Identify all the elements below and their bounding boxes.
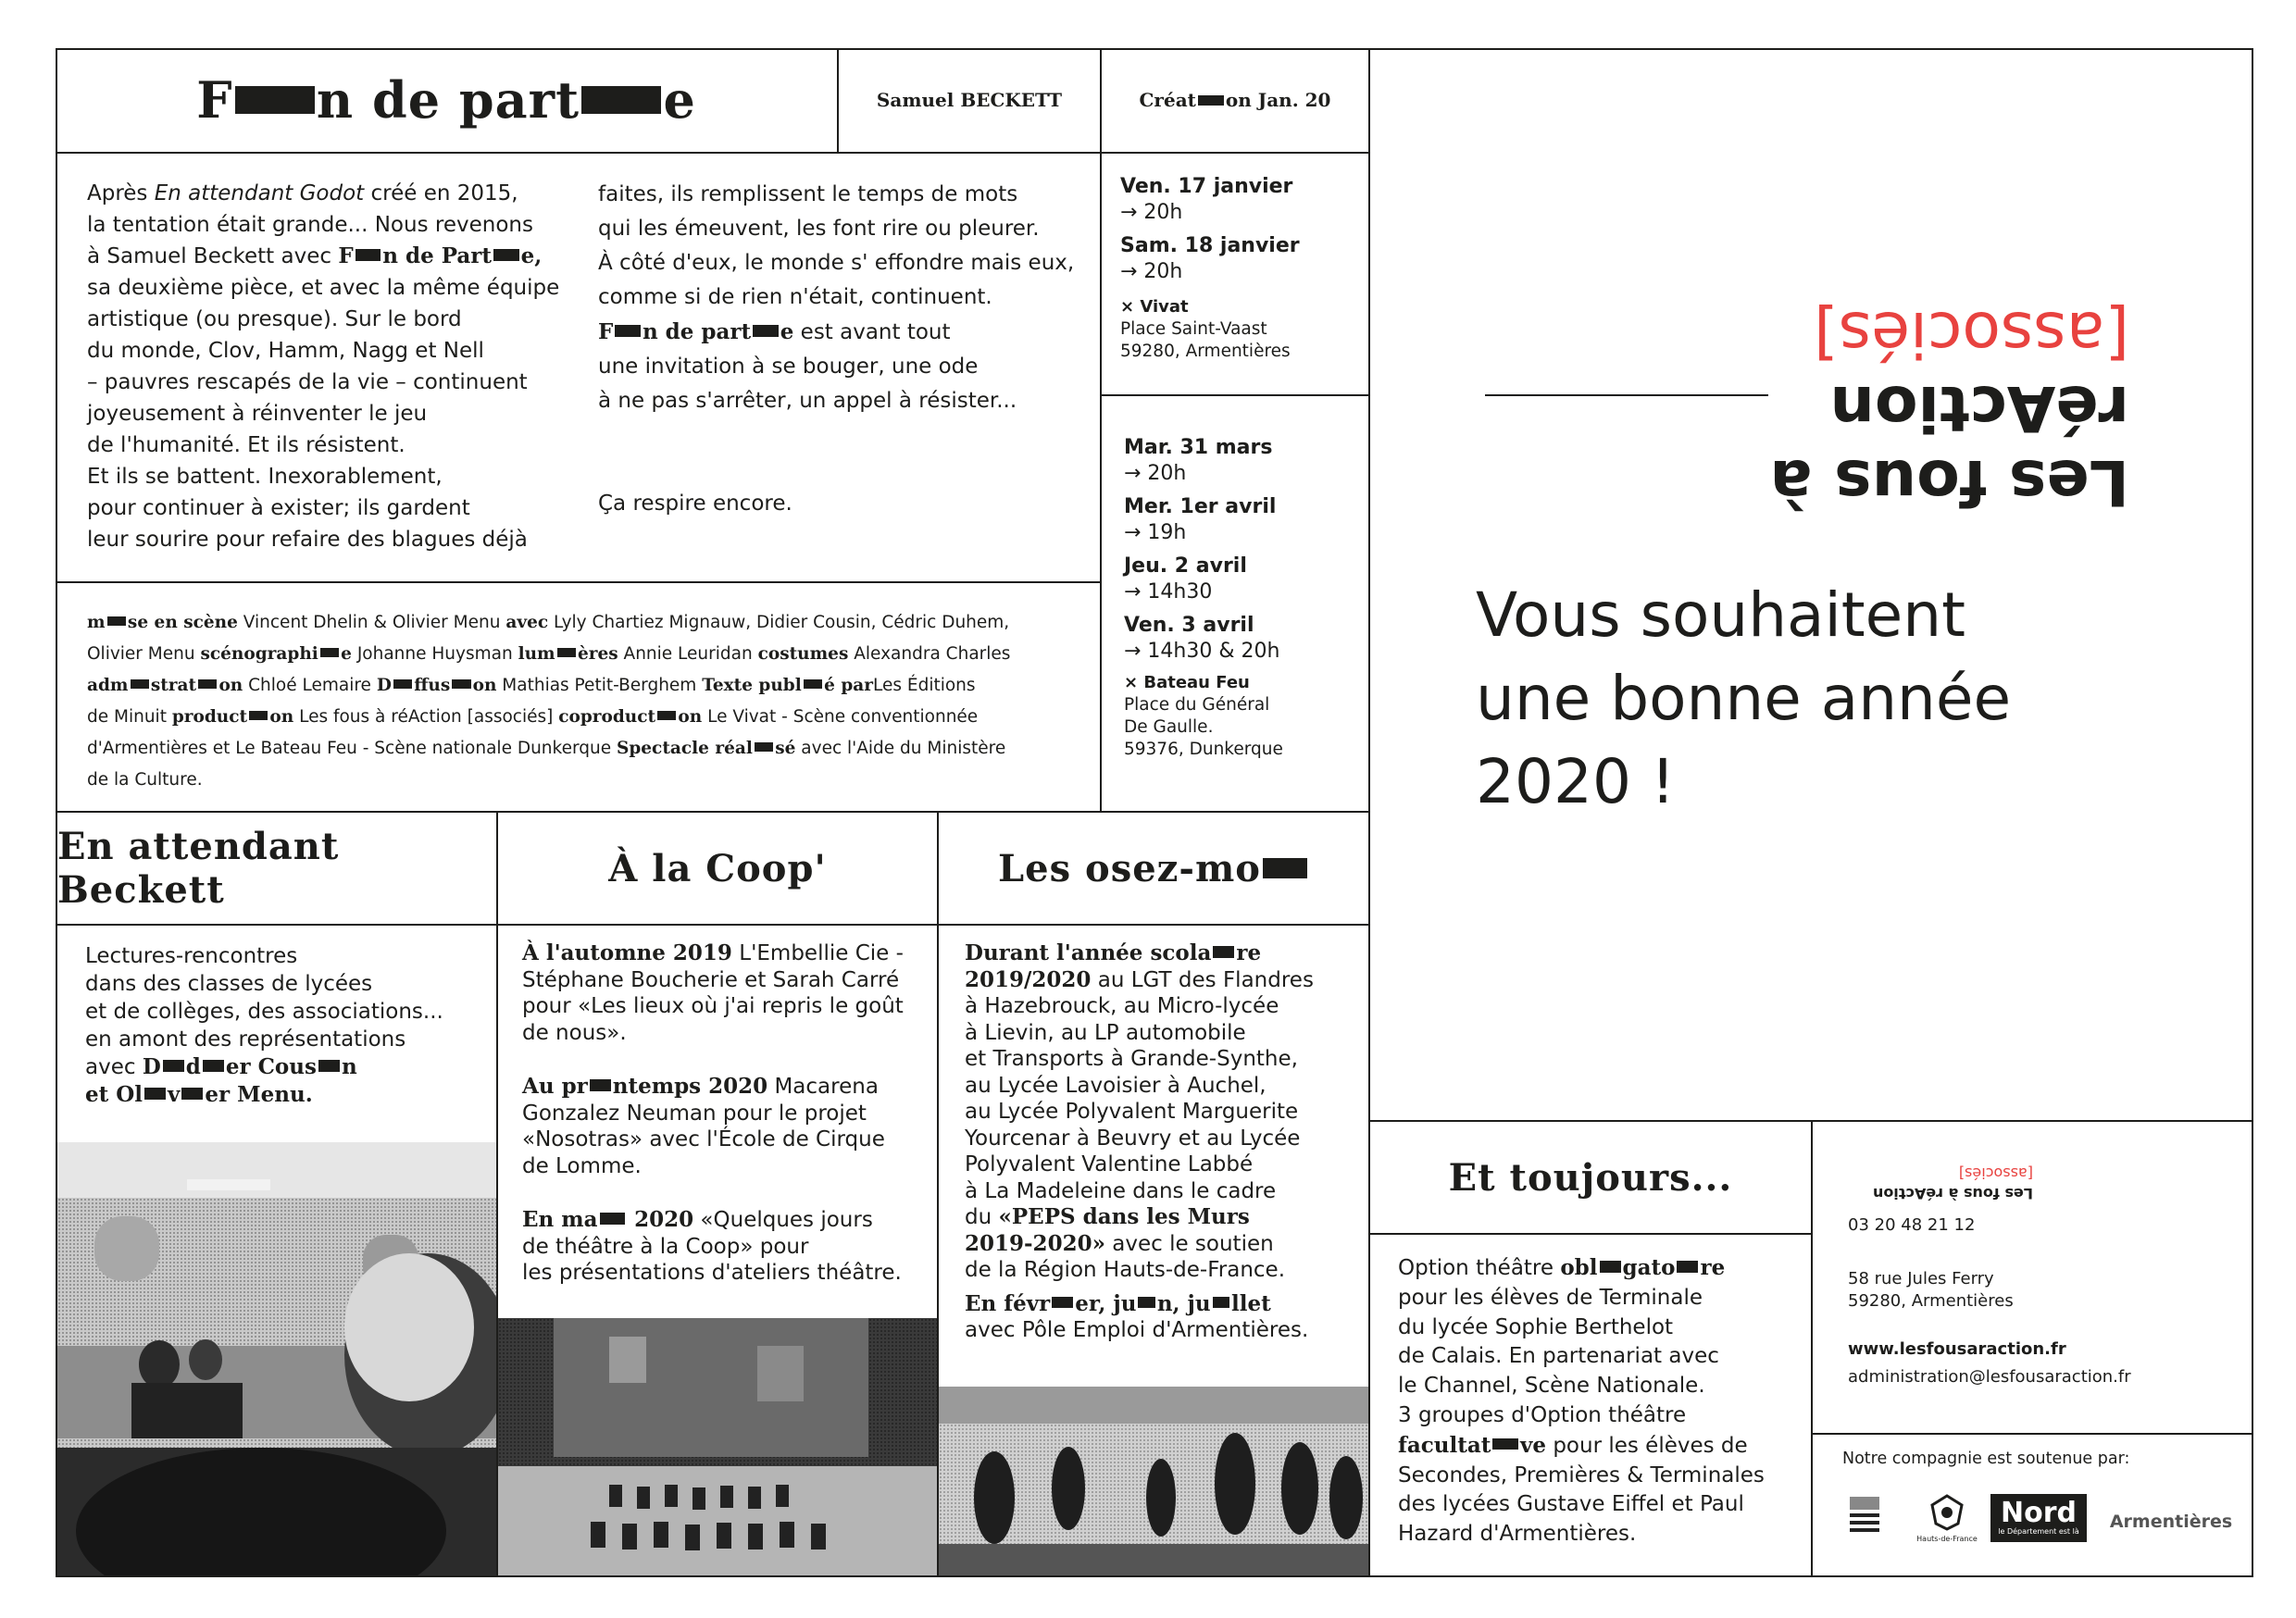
section-title-coop: À la Coop' — [608, 846, 827, 890]
contact-email-link[interactable]: administration@lesfousaraction.fr — [1848, 1367, 2131, 1387]
contact-logo-associes: [associés] — [1958, 1164, 2033, 1182]
section-beckett-text: Lectures-rencontres dans des classes de lycées et de collèges, des associations... en amont des représentations avec D d er Cous n et Ol v er Menu. — [85, 944, 443, 1107]
show-title: F n de part e — [196, 70, 696, 130]
contact-phone: 03 20 48 21 12 — [1848, 1215, 1976, 1235]
frame-right — [2252, 48, 2253, 1577]
logo-hauts-de-france: Hauts-de-France — [1915, 1485, 1979, 1550]
greeting-text: Vous souhaitent une bonne année 2020 ! — [1476, 579, 2012, 817]
logo-armentieres: Armentières — [2109, 1512, 2233, 1532]
photo-coop-room — [498, 1318, 937, 1575]
logo-prefecture — [1846, 1490, 1883, 1537]
contact-details — [1848, 1214, 2237, 1388]
section-osez-text: Durant l'année scola re 2019/2020 au LGT des Flandres à Hazebrouck, au Micro-lycée à Lievin, au LP automobile et Transports à Grande-Synthe, au Lycée Lavoisier à Auchel, au Lycée Polyvalent Marguerite Yourcenar à Beuvry et au Lycée Polyvalent Valentine Labbé à La Madeleine dans le cadre du «PEPS dans les Murs 2019-2020» avec le soutien de la Région Hauts-de-France. En févr er, ju n, ju llet avec Pôle Emploi d'Armentières. — [965, 940, 1314, 1342]
greeting-rule — [1485, 394, 1768, 396]
credits-line: Olivier Menu scénographi e Johanne Huysman lum ères Annie Leuridan costumes Alexandra Charles — [87, 644, 1011, 664]
divider-support — [1811, 1433, 2253, 1435]
divider-creation — [1100, 48, 1102, 813]
contact-logo-flipped — [1848, 1163, 2033, 1203]
company-name-flipped: Les fous à réAction — [1769, 371, 2129, 518]
toujours-title: Et toujours... — [1448, 1155, 1733, 1200]
credits-line: adm strat on Chloé Lemaire D ffus on Mathias Petit-Berghem Texte publ é parLes Éditions — [87, 676, 976, 695]
section-coop-text: À l'automne 2019 L'Embellie Cie - Stéphane Boucherie et Sarah Carré pour «Les lieux où j'ai repris le goût de nous». Au pr ntemps 2020 Macarena Gonzalez Neuman pour le projet «Nosotras» avec l'École de Cirque de Lomme. En ma 2020 «Quelques jours de théâtre à la Coop» pour les présentations d'ateliers théâtre. — [522, 940, 904, 1285]
logo-nord: Nord le Département est là — [1990, 1494, 2087, 1542]
credits-line: de la Culture. — [87, 770, 203, 790]
section-title-beckett: En attendant Beckett — [57, 825, 340, 912]
contact-web-link[interactable]: www.lesfousaraction.fr — [1848, 1339, 2066, 1359]
photo-classroom — [57, 1142, 496, 1575]
section-title-osez: Les osez-mo — [939, 813, 1368, 924]
divider-intro — [56, 581, 1102, 583]
author-name: Samuel BECKETT — [876, 89, 1063, 111]
frame-top-right — [1368, 48, 2253, 50]
credits-block — [87, 607, 1087, 796]
contact-address-1: 58 rue Jules Ferry — [1848, 1269, 1994, 1288]
contact-logo-name: Les fous à réAction — [1872, 1185, 2033, 1202]
creation-date: Créat on Jan. 20 — [1139, 89, 1331, 111]
divider-right-title — [1368, 1233, 1813, 1235]
company-logo-flipped — [1481, 297, 2129, 518]
contact-address-2: 59280, Armentières — [1848, 1291, 2014, 1311]
company-associes-flipped: [associés] — [1814, 297, 2129, 370]
divider-header — [56, 152, 1370, 154]
dates-bateau-feu: Mar. 31 mars → 20h Mer. 1er avril → 19h Jeu. 2 avril → 14h30 Ven. 3 avril → 14h30 & 20h × Bateau Feu Place du Général De Gaulle. 59376, Dunkerque — [1124, 436, 1283, 759]
credits-line: de Minuit product on Les fous à réAction [associés] coproduct on Le Vivat - Scène conventionnée — [87, 707, 979, 727]
credits-line: m se en scène Vincent Dhelin & Olivier Menu avec Lyly Chartiez Mignauw, Didier Cousin, Cédric Duhem, — [87, 613, 1010, 632]
frame-right-mid — [1368, 48, 1370, 1577]
intro-column-1: Après En attendant Godot créé en 2015, la tentation était grande... Nous revenons à Samuel Beckett avec F n de Part e, sa deuxième pièce, et avec la même équipe artistique (ou presque). Sur le bord du monde, Clov, Hamm, Nagg et Nell – pauvres rescapés de la vie – continuent joyeusement à réinventer le jeu de l'humanité. Et ils résistent. Et ils se battent. Inexorablement, pour continuer à exister; ils gardent leur sourire pour refaire des blagues déjà — [87, 181, 560, 552]
dates-vivat: Ven. 17 janvier → 20h Sam. 18 janvier → 20h × Vivat Place Saint-Vaast 59280, Armentières — [1120, 175, 1300, 361]
divider-contact — [1811, 1120, 1813, 1577]
closing-line: Ça respire encore. — [598, 492, 792, 516]
support-label: Notre compagnie est soutenue par: — [1842, 1450, 2130, 1468]
divider-sections-title — [56, 924, 1370, 926]
credits-line: d'Armentières et Le Bateau Feu - Scène nationale Dunkerque Spectacle réal sé avec l'Aide du Ministère — [87, 739, 1006, 758]
divider-dates — [1100, 394, 1370, 396]
frame-bottom — [56, 1575, 2253, 1577]
intro-column-2: faites, ils remplissent le temps de mots qui les émeuvent, les font rire ou pleurer. À côté d'eux, le monde s' effondre mais eux, comme si de rien n'était, continuent. F n de part e est avant tout une invitation à se bouger, une ode à ne pas s'arrêter, un appel à résister... Ça respire encore. — [598, 178, 1089, 521]
toujours-text: Option théâtre obl gato re pour les élèves de Terminale du lycée Sophie Berthelot de Calais. En partenariat avec le Channel, Scène Nationale. 3 groupes d'Option théâtre facultat ve pour les élèves de Secondes, Premières & Terminales des lycées Gustave Eiffel et Paul Hazard d'Armentières. — [1398, 1255, 1765, 1547]
photo-workshop — [939, 1387, 1368, 1575]
